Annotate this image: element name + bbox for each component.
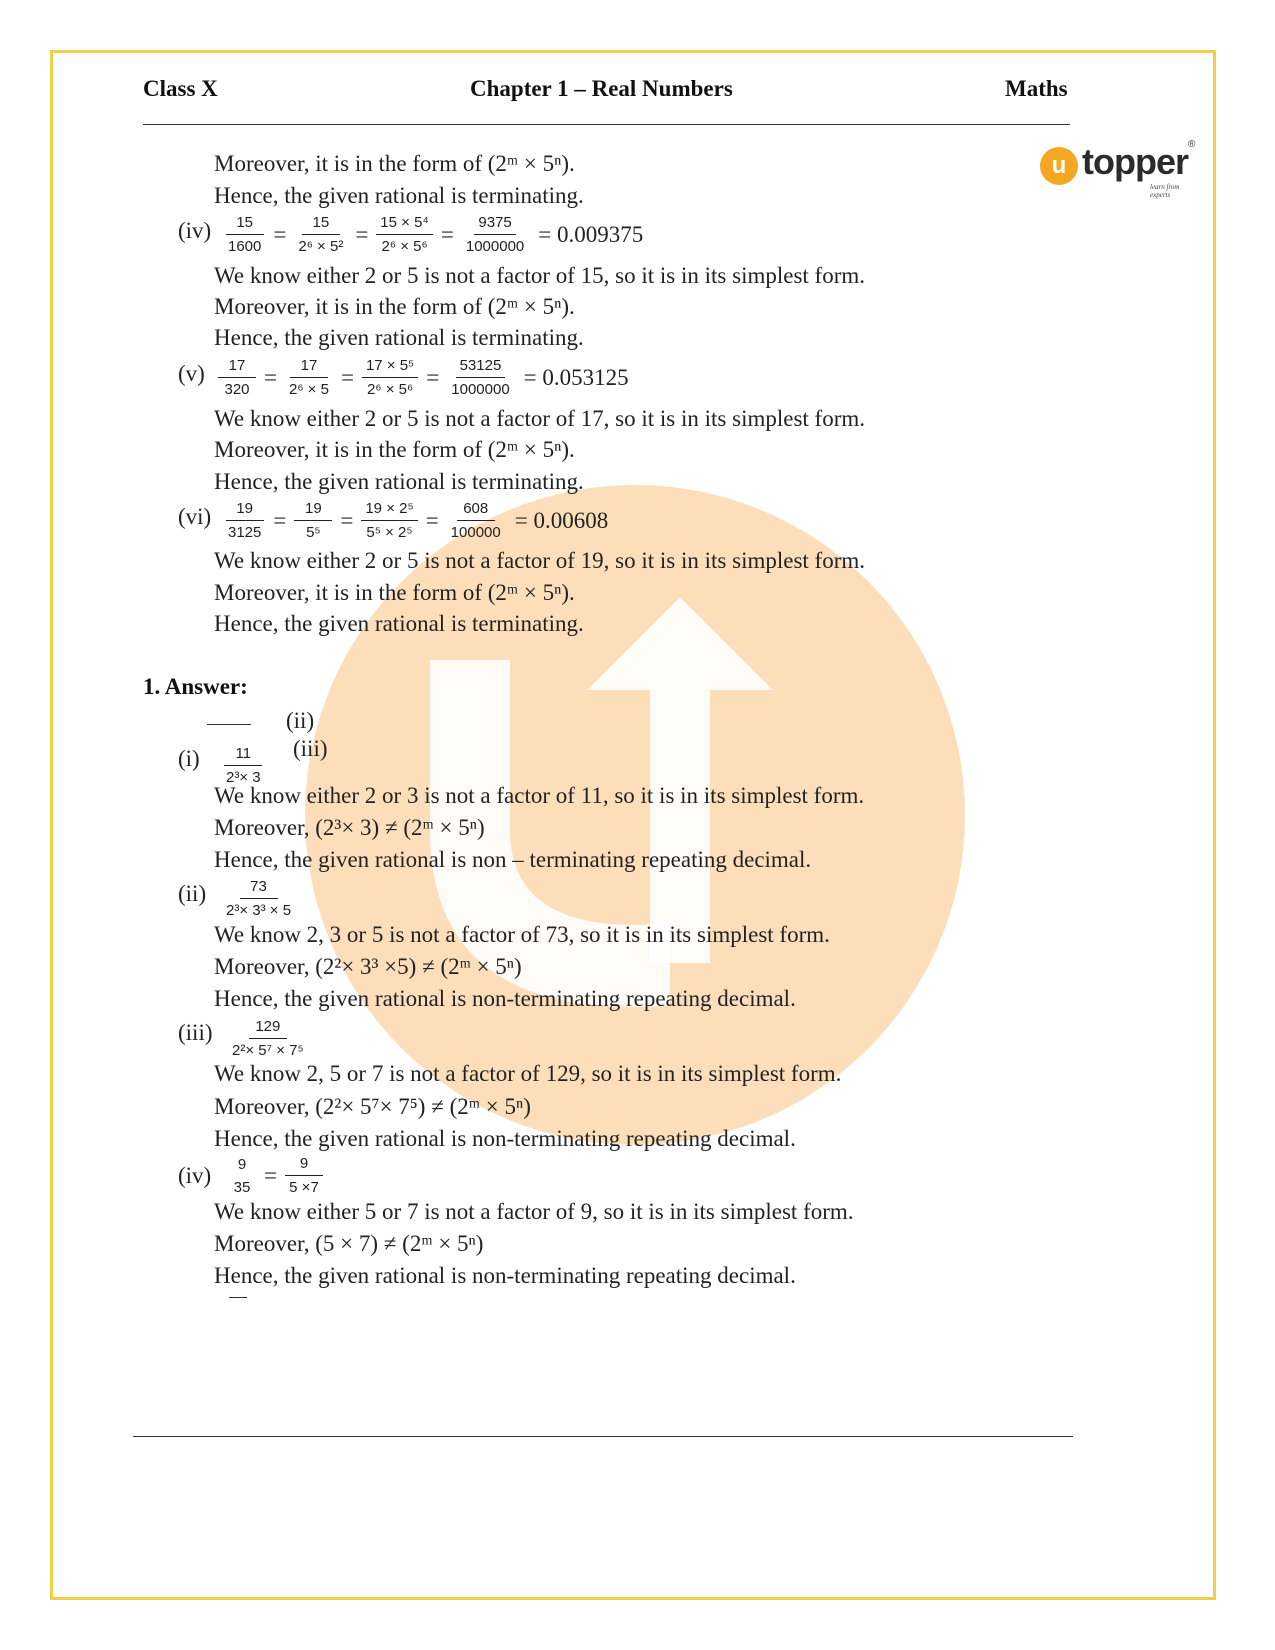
fraction: $\frac{53125}{1000000}$ — [451, 357, 510, 398]
result: = 0.053125 — [523, 365, 629, 390]
text-line: Moreover, it is in the form of (2ᵐ × 5ⁿ). — [214, 580, 575, 605]
text-line: We know either 2 or 5 is not a factor of 15, so it is in its simplest form. — [214, 263, 865, 288]
part-label: (ii) — [178, 881, 207, 906]
fraction: 11 2³× 3 — [226, 745, 261, 786]
text-line: Moreover, it is in the form of (2ᵐ × 5ⁿ). — [214, 151, 575, 176]
fraction: $\frac{9}{5 \times 7}$ — [285, 1155, 323, 1197]
footer-rule — [133, 1436, 1073, 1437]
stray-label: (ii) — [286, 708, 315, 733]
text-line: Hence, the given rational is terminating. — [214, 469, 584, 494]
text-line: Hence, the given rational is terminating. — [214, 325, 584, 350]
fraction: 9 35 — [233, 1155, 251, 1196]
answer-heading: 1. Answer: — [143, 674, 248, 699]
fraction: $\frac{\text{15 × 5⁴}}{\text{2⁶ × 5⁶}}$ — [376, 214, 433, 256]
text-line: We know either 2 or 5 is not a factor of 19, so it is in its simplest form. — [214, 548, 865, 573]
part-label: (iii) — [178, 1020, 213, 1045]
text-line: Hence, the given rational is terminating. — [214, 611, 584, 636]
stray-label: (iii) — [293, 736, 328, 761]
part-label: (vi) — [178, 504, 212, 529]
text-line: Hence, the given rational is non-terminating repeating decimal. — [214, 986, 796, 1011]
fraction: 129 2²× 5⁷ × 7⁵ — [232, 1018, 304, 1059]
fraction: $\frac{\text{17 × 5⁵}}{\text{2⁶ × 5⁶}}$ — [362, 357, 418, 399]
text-line: Moreover, (2³× 3) ≠ (2ᵐ × 5ⁿ) — [214, 815, 485, 840]
text-line: Hence, the given rational is terminating. — [214, 183, 584, 208]
text-line: Moreover, it is in the form of (2ᵐ × 5ⁿ). — [214, 437, 575, 462]
text-line: We know either 5 or 7 is not a factor of 9, so it is in its simplest form. — [214, 1199, 854, 1224]
text-line: Moreover, it is in the form of (2ᵐ × 5ⁿ). — [214, 294, 575, 319]
header-chapter: Chapter 1 – Real Numbers — [470, 76, 733, 101]
equation-vi: $\frac{19}{3125}$ = $\frac{19}{\text{5⁵}}$ = $\frac{\text{19 × 2⁵}}{\text{5⁵ × 2⁵}}$ = $\frac{608}{100000}$ = 0.00608 — [218, 500, 608, 542]
fraction: $\frac{17}{\text{2⁶ × 5}}$ — [288, 357, 329, 398]
logo-u-icon: u — [1040, 147, 1078, 185]
stray-rule — [229, 1297, 247, 1298]
text-line: We know 2, 5 or 7 is not a factor of 129, so it is in its simplest form. — [214, 1061, 842, 1086]
fraction: $\frac{9375}{1000000}$ — [465, 214, 525, 255]
equation-a1 — [216, 745, 271, 787]
text-line: Moreover, (2²× 5⁷× 7⁵) ≠ (2ᵐ × 5ⁿ) — [214, 1094, 531, 1119]
text-line: We know 2, 3 or 5 is not a factor of 73, so it is in its simplest form. — [214, 922, 830, 947]
stray-rule — [207, 724, 251, 725]
equation-a2 — [216, 878, 301, 920]
fraction: $\frac{15}{\text{2⁶ × 5²}}$ — [298, 214, 344, 255]
text-line: We know either 2 or 3 is not a factor of 11, so it is in its simplest form. — [214, 783, 865, 808]
fraction: $\frac{19}{3125}$ — [224, 500, 265, 542]
part-label: (v) — [178, 361, 205, 386]
part-label: (iv) — [178, 218, 212, 243]
text-line: Hence, the given rational is non-terminating repeating decimal. — [214, 1126, 796, 1151]
fraction: $\frac{17}{320}$ — [218, 357, 256, 399]
header-class: Class X — [143, 76, 218, 101]
topper-logo — [1040, 139, 1200, 199]
fraction: $\frac{608}{100000}$ — [450, 500, 501, 541]
fraction: $\frac{15}{1600}$ — [224, 214, 265, 256]
header-rule — [143, 124, 1070, 125]
text-line: Hence, the given rational is non-terminating repeating decimal. — [214, 1263, 796, 1288]
text-line: Moreover, (5 × 7) ≠ (2ᵐ × 5ⁿ) — [214, 1231, 484, 1256]
equation-iv: $\frac{15}{1600}$ = $\frac{15}{\text{2⁶ × 5²}}$ = $\frac{\text{15 × 5⁴}}{\text{2⁶ × 5⁶}}$ = $\frac{9375}{1000000}$ = 0.009375 — [218, 214, 643, 256]
equation-a3 — [222, 1018, 314, 1060]
text-line: Hence, the given rational is non – terminating repeating decimal. — [214, 847, 812, 872]
header-subject: Maths — [1005, 76, 1068, 101]
fraction: 73 2³× 3³ × 5 — [226, 878, 292, 919]
part-label: (iv) — [178, 1163, 212, 1188]
text-line: Moreover, (2²× 3³ ×5) ≠ (2ᵐ × 5ⁿ) — [214, 954, 522, 979]
result: = 0.00608 — [514, 508, 609, 533]
logo-registered: ® — [1188, 139, 1196, 150]
fraction: $\frac{\text{19 × 2⁵}}{\text{5⁵ × 2⁵}}$ — [361, 500, 417, 542]
part-label: (i) — [178, 746, 200, 771]
logo-tagline: learn from experts — [1150, 183, 1180, 199]
logo-word: topper — [1082, 141, 1188, 182]
equation-v: $\frac{17}{320}$ = $\frac{17}{\text{2⁶ × 5}}$ = $\frac{\text{17 × 5⁵}}{\text{2⁶ × 5⁶}}$ = $\frac{53125}{1000000}$ = 0.053125 — [212, 357, 629, 399]
equation-a4: 9 35 = $\frac{9}{5 \times 7}$ — [222, 1155, 329, 1197]
result: = 0.009375 — [538, 222, 644, 247]
text-line: We know either 2 or 5 is not a factor of 17, so it is in its simplest form. — [214, 406, 865, 431]
fraction: $\frac{19}{\text{5⁵}}$ — [294, 500, 332, 542]
